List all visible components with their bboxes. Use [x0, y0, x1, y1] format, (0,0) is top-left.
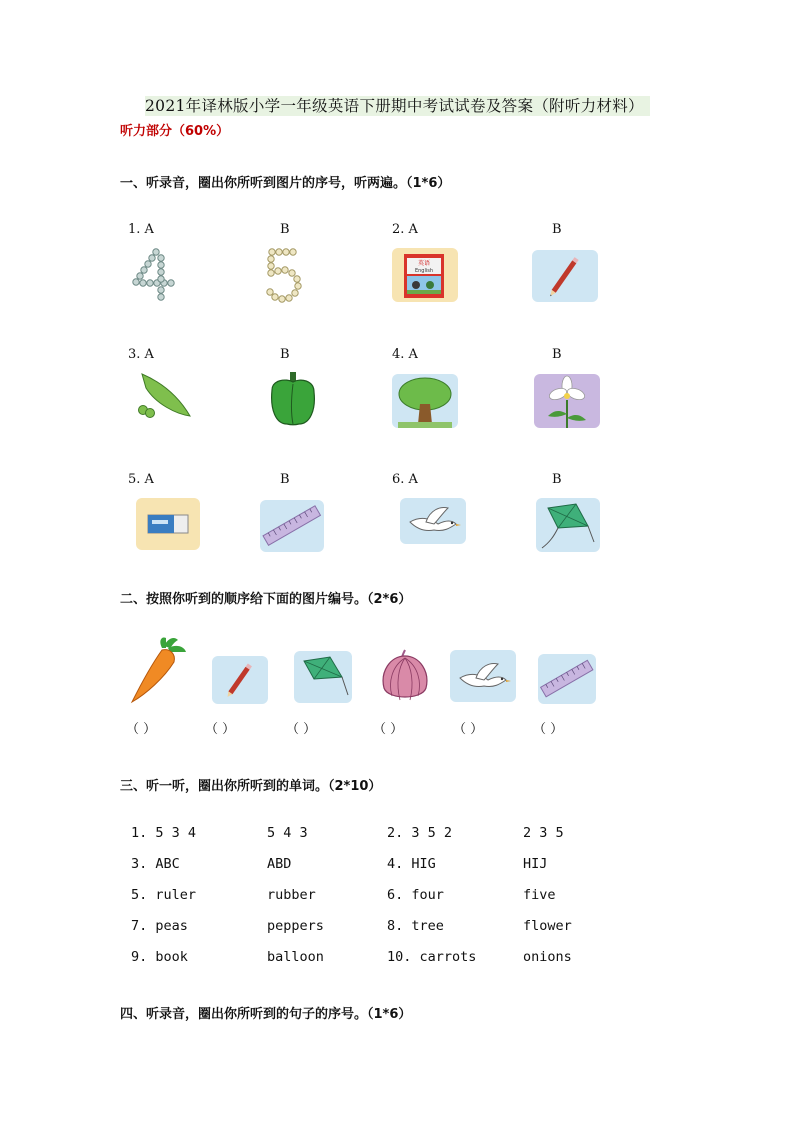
word-option[interactable]: 8. tree — [387, 918, 444, 934]
ruler-picture-2 — [538, 654, 596, 704]
book-cover-title: 英语 — [417, 260, 431, 267]
answer-blank-5[interactable]: （ ） — [453, 722, 484, 737]
word-option[interactable]: 2 3 5 — [523, 825, 564, 841]
bird-picture — [400, 498, 466, 544]
answer-blank-2[interactable]: （ ） — [205, 722, 236, 737]
q6-b-label: B — [552, 472, 562, 487]
q1-b-label: B — [280, 222, 290, 237]
english-book-picture — [392, 248, 458, 302]
onion-picture — [378, 648, 432, 704]
q5-b-label: B — [280, 472, 290, 487]
ruler-picture — [260, 500, 324, 552]
q2-b-label: B — [552, 222, 562, 237]
listening-part-heading: 听力部分（60%） — [120, 124, 230, 139]
book-cover-subtitle: English — [414, 268, 434, 274]
section-3-heading: 三、听一听，圈出你所听到的单词。（2*10） — [120, 779, 382, 794]
word-option[interactable]: rubber — [267, 887, 316, 903]
word-option[interactable]: 5 4 3 — [267, 825, 308, 841]
word-option[interactable]: 9. book — [131, 949, 188, 965]
kite-picture-2 — [294, 651, 352, 703]
word-option[interactable]: flower — [523, 918, 572, 934]
word-option[interactable]: 6. four — [387, 887, 444, 903]
q3-b-label: B — [280, 347, 290, 362]
q5-a-label: 5. A — [128, 472, 154, 487]
word-option[interactable]: 7. peas — [131, 918, 188, 934]
word-option[interactable]: peppers — [267, 918, 324, 934]
pencil-picture — [532, 250, 598, 302]
word-option[interactable]: 2. 3 5 2 — [387, 825, 453, 841]
word-option[interactable]: 4. HIG — [387, 856, 436, 872]
word-option[interactable]: 1. 5 3 4 — [131, 825, 197, 841]
answer-blank-4[interactable]: （ ） — [373, 722, 404, 737]
answer-blank-1[interactable]: （ ） — [126, 722, 157, 737]
section-2-heading: 二、按照你听到的顺序给下面的图片编号。（2*6） — [120, 592, 412, 607]
answer-blank-6[interactable]: （ ） — [533, 722, 564, 737]
q3-a-label: 3. A — [128, 347, 154, 362]
pencil-picture-2 — [212, 656, 268, 704]
number-five-beads-picture — [262, 246, 308, 304]
tree-picture — [392, 374, 458, 428]
word-option[interactable]: HIJ — [523, 856, 548, 872]
word-option[interactable]: balloon — [267, 949, 324, 965]
q1-a-label: 1. A — [128, 222, 154, 237]
number-four-beads-picture — [128, 246, 184, 304]
answer-blank-3[interactable]: （ ） — [286, 722, 317, 737]
q4-b-label: B — [552, 347, 562, 362]
pepper-picture — [266, 370, 320, 428]
word-option[interactable]: 5. ruler — [131, 887, 197, 903]
section-4-heading: 四、听录音，圈出你所听到的句子的序号。（1*6） — [120, 1007, 412, 1022]
q6-a-label: 6. A — [392, 472, 418, 487]
word-option[interactable]: ABD — [267, 856, 292, 872]
word-option[interactable]: 3. ABC — [131, 856, 180, 872]
word-option[interactable]: onions — [523, 949, 572, 965]
document-title: 2021年译林版小学一年级英语下册期中考试试卷及答案（附听力材料） — [145, 96, 650, 116]
peas-picture — [134, 370, 194, 422]
q4-a-label: 4. A — [392, 347, 418, 362]
word-option[interactable]: 10. carrots — [387, 949, 477, 965]
word-option[interactable]: five — [523, 887, 556, 903]
q2-a-label: 2. A — [392, 222, 418, 237]
carrot-picture — [128, 634, 188, 704]
rubber-picture — [136, 498, 200, 550]
section-1-heading: 一、听录音，圈出你所听到图片的序号，听两遍。（1*6） — [120, 176, 451, 191]
kite-picture — [536, 498, 600, 552]
bird-picture-2 — [450, 650, 516, 702]
flower-picture — [534, 374, 600, 428]
